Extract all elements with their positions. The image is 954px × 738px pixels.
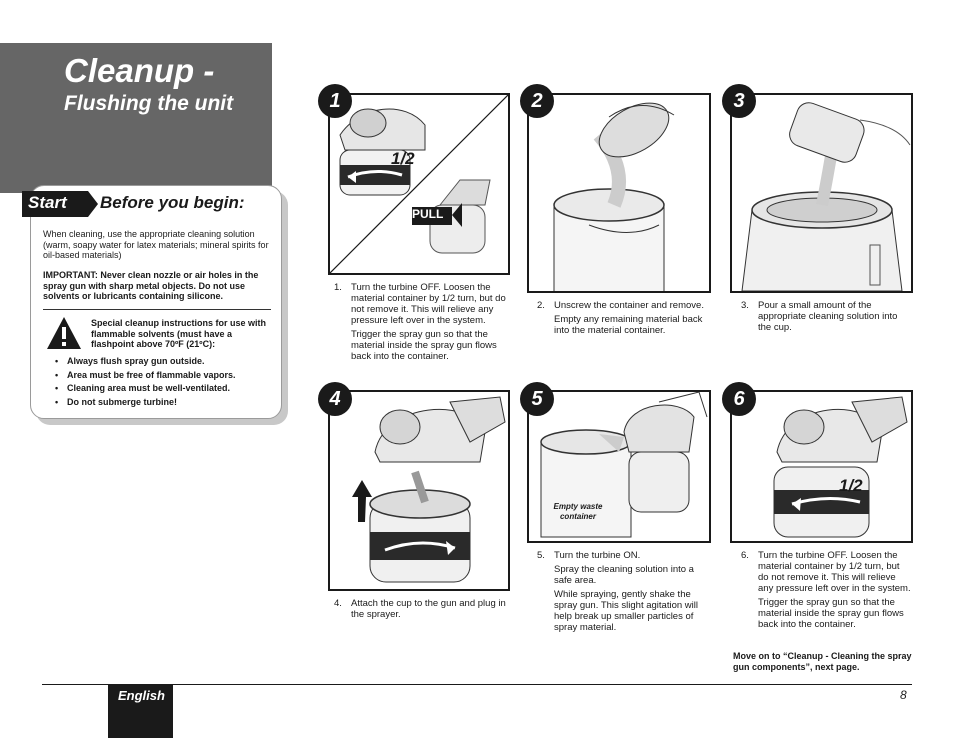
step-1-paragraph: Turn the turbine OFF. Loosen the material container by 1/2 turn, but do not remove it. This will relieve any pressure left over in the system. [351,282,506,326]
step-6-paragraph: Turn the turbine OFF. Loosen the material container by 1/2 turn, but do not remove it. This will relieve any pressure left over in the system. [758,550,911,594]
step-2-illustration [527,93,711,293]
flammable-warning: Special cleanup instructions for use with flammable solvents (must have a flashpoint above 70ºF (21ºC): [91,318,267,349]
step-3-number: 3. [741,300,749,311]
step-2-paragraph: Unscrew the container and remove. [554,300,704,311]
step-6-badge: 6 [722,382,756,416]
step-3-text [741,300,909,336]
page-subtitle: Flushing the unit [64,92,234,115]
list-item: • Always flush spray gun outside. [55,356,275,367]
step-6-illustration [730,390,913,543]
warning-icon [46,316,82,350]
step-1-badge: 1 [318,84,352,118]
start-tab-arrow [88,191,98,217]
step-4-text [334,598,506,623]
list-item: • Do not submerge turbine! [55,397,275,408]
page-title: Cleanup - [64,52,215,89]
step-1-illustration [328,93,510,275]
step-1-text [334,282,506,365]
language-label: English [118,688,165,703]
list-item: • Cleaning area must be well-ventilated. [55,383,275,394]
step-5-badge: 5 [520,382,554,416]
step-1-fraction-label: 1/2 [391,149,415,168]
sprayer-loosen-illustration [330,95,508,273]
page-number: 8 [900,688,907,702]
pour-solution-illustration [732,95,911,291]
step-4-number: 4. [334,598,342,609]
cleaning-solution-note: When cleaning, use the appropriate cleaning solution (warm, soapy water for latex materials; mineral spirits for oil-based materials) [43,229,269,260]
important-note: IMPORTANT: Never clean nozzle or air holes in the spray gun with sharp metal objects. Do not use solvents or lubricants containing silicone. [43,270,259,301]
list-item: • Area must be free of flammable vapors. [55,370,275,381]
step-5-paragraph: Turn the turbine ON. [554,550,641,561]
step-5-text [537,550,707,636]
waste-container-label: Empty waste container [553,502,603,521]
start-label: Start [28,193,67,212]
step-6-fraction-label: 1/2 [839,476,863,495]
step-6-paragraph: Trigger the spray gun so that the material inside the spray gun flows back into the container. [758,597,904,630]
step-2-number: 2. [537,300,545,311]
step-3-badge: 3 [722,84,756,118]
step-2-paragraph: Empty any remaining material back into the material container. [554,314,703,336]
empty-container-illustration [529,95,709,291]
before-you-begin-heading: Before you begin: [100,193,245,212]
sprayer-loosen-illustration [732,392,911,541]
step-4-paragraph: Attach the cup to the gun and plug in the sprayer. [351,598,506,620]
step-5-number: 5. [537,550,545,561]
step-5-paragraph: While spraying, gently shake the spray gun. This slight agitation will help break up smaller particles of spray material. [554,589,698,633]
attach-cup-illustration [330,392,508,589]
step-4-badge: 4 [318,382,352,416]
step-6-number: 6. [741,550,749,561]
card-divider [43,309,271,310]
step-1-paragraph: Trigger the spray gun so that the material inside the spray gun flows back into the container. [351,329,497,362]
next-page-note: Move on to “Cleanup - Cleaning the spray gun components”, next page. [733,651,912,672]
safety-bullet-list [55,356,275,410]
step-3-illustration [730,93,913,293]
step-2-text [537,300,707,339]
step-6-text [741,550,911,633]
step-5-paragraph: Spray the cleaning solution into a safe area. [554,564,694,586]
step-3-paragraph: Pour a small amount of the appropriate cleaning solution into the cup. [758,300,898,333]
step-4-illustration [328,390,510,591]
pull-label: PULL [412,207,444,221]
step-1-number: 1. [334,282,342,293]
step-2-badge: 2 [520,84,554,118]
